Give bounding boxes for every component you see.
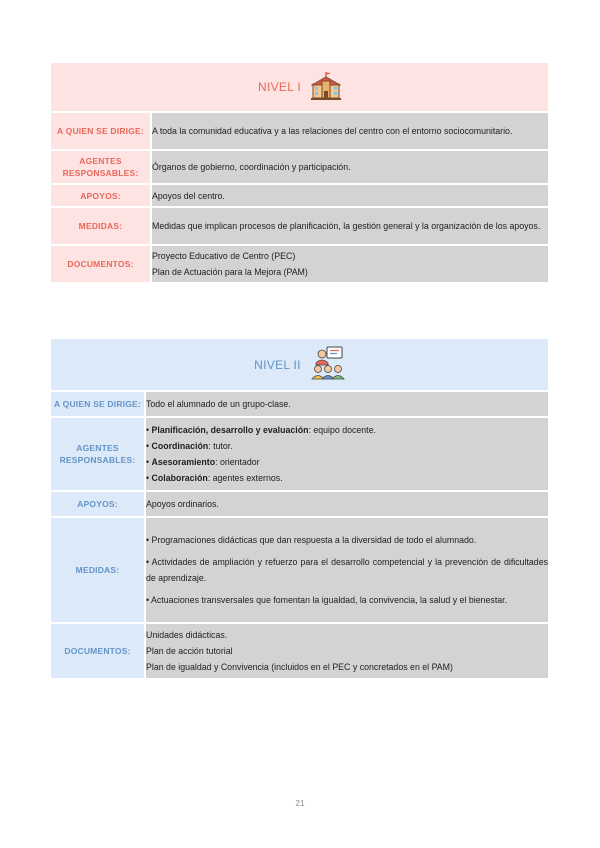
row-value (146, 418, 548, 492)
nivel-2-row-medidas (51, 518, 548, 624)
row-label: MEDIDAS: (51, 518, 146, 624)
nivel-2-row-documentos (51, 624, 548, 680)
list-item: • Colaboración: agentes externos. (146, 473, 283, 483)
row-label: APOYOS: (51, 492, 146, 518)
page-number: 21 (295, 799, 305, 808)
row-value: Apoyos ordinarios. (146, 492, 548, 518)
school-building-icon (311, 72, 341, 103)
list-item: • Planificación, desarrollo y evaluación: equipo docente. (146, 425, 376, 435)
nivel-1-row-agentes (51, 151, 548, 185)
list-item: • Coordinación: tutor. (146, 441, 233, 451)
list-item: • Actuaciones transversales que fomentan la igualdad, la convivencia, la salud y el bienestar. (146, 595, 508, 605)
nivel-1-row-medidas (51, 208, 548, 246)
row-value: Órganos de gobierno, coordinación y participación. (152, 151, 548, 185)
nivel-2-row-quien (51, 392, 548, 418)
row-label: DOCUMENTOS: (51, 246, 152, 284)
nivel-2-row-agentes (51, 418, 548, 492)
teacher-students-icon (311, 346, 345, 383)
nivel-2-table (51, 339, 548, 680)
row-label: DOCUMENTOS: (51, 624, 146, 680)
nivel-1-header (51, 63, 548, 113)
row-label: AGENTES RESPONSABLES: (51, 151, 152, 185)
list-item: • Actividades de ampliación y refuerzo para el desarrollo competencial y la prevención de dificultades de aprendizaje. (146, 557, 548, 583)
list-item: • Programaciones didácticas que dan respuesta a la diversidad de todo el alumnado. (146, 535, 477, 545)
nivel-2-row-apoyos (51, 492, 548, 518)
row-label: AGENTES RESPONSABLES: (51, 418, 146, 492)
row-value: Apoyos del centro. (152, 185, 548, 208)
row-value: A toda la comunidad educativa y a las relaciones del centro con el entorno sociocomunitario. (152, 113, 548, 151)
nivel-1-table (51, 63, 548, 284)
nivel-2-header (51, 339, 548, 392)
nivel-1-row-documentos (51, 246, 548, 284)
row-label: MEDIDAS: (51, 208, 152, 246)
row-label: APOYOS: (51, 185, 152, 208)
row-value: Unidades didácticas. Plan de acción tutorial Plan de igualdad y Convivencia (incluidos en el PEC y concretados en el PAM) (146, 624, 548, 680)
row-value: Proyecto Educativo de Centro (PEC) Plan de Actuación para la Mejora (PAM) (152, 246, 548, 284)
list-item: • Asesoramiento: orientador (146, 457, 260, 467)
row-value: Medidas que implican procesos de planificación, la gestión general y la organización de los apoyos. (152, 208, 548, 246)
row-value: Todo el alumnado de un grupo-clase. (146, 392, 548, 418)
nivel-1-row-quien (51, 113, 548, 151)
row-label: A QUIEN SE DIRIGE: (51, 113, 152, 151)
row-label: A QUIEN SE DIRIGE: (51, 392, 146, 418)
nivel-1-row-apoyos (51, 185, 548, 208)
row-value (146, 518, 548, 624)
nivel-1-title: NIVEL I (257, 80, 301, 94)
nivel-2-title: NIVEL II (254, 357, 301, 372)
